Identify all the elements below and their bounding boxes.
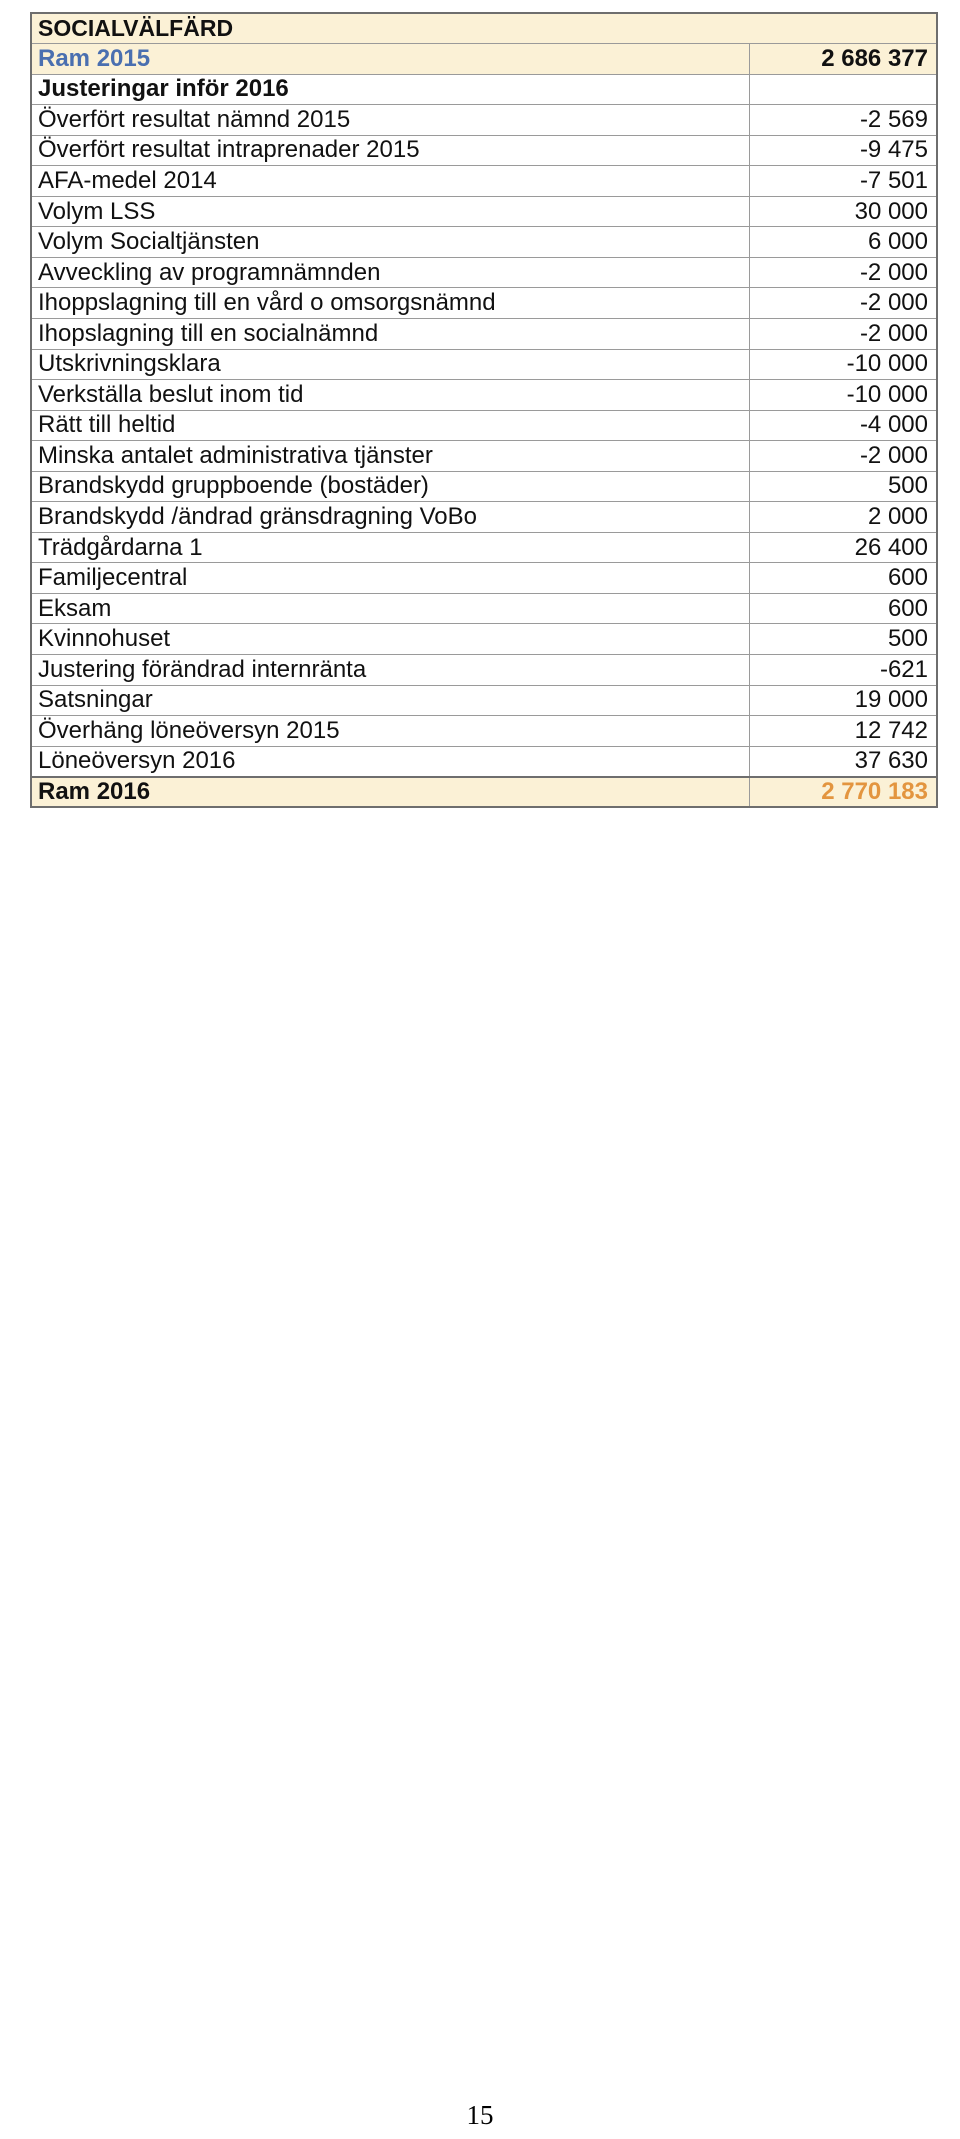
row-value: -2 000	[749, 257, 937, 288]
row-value: 600	[749, 593, 937, 624]
table-row	[31, 532, 937, 563]
row-label: Kvinnohuset	[31, 624, 749, 655]
row-value: -7 501	[749, 166, 937, 197]
table-row	[31, 349, 937, 380]
row-value: -2 000	[749, 441, 937, 472]
row-label: Eksam	[31, 593, 749, 624]
row-value: -2 000	[749, 318, 937, 349]
row-value: -2 000	[749, 288, 937, 319]
table-row	[31, 196, 937, 227]
table-row	[31, 685, 937, 716]
row-value: -4 000	[749, 410, 937, 441]
ram-2015-row	[31, 44, 937, 75]
table-row	[31, 380, 937, 411]
budget-table	[30, 12, 938, 808]
row-label: Familjecentral	[31, 563, 749, 594]
row-value: 37 630	[749, 746, 937, 777]
ram-2016-row	[31, 777, 937, 808]
table-header-row	[31, 13, 937, 44]
row-label: Verkställa beslut inom tid	[31, 380, 749, 411]
table-row	[31, 563, 937, 594]
section-title-row	[31, 74, 937, 105]
ram-2016-value: 2 770 183	[749, 777, 937, 808]
row-label: Rätt till heltid	[31, 410, 749, 441]
row-label: Överhäng löneöversyn 2015	[31, 716, 749, 747]
table-row	[31, 410, 937, 441]
table-title: SOCIALVÄLFÄRD	[31, 13, 937, 44]
table-row	[31, 288, 937, 319]
table-row	[31, 716, 937, 747]
row-value: 2 000	[749, 502, 937, 533]
row-label: Justering förändrad internränta	[31, 654, 749, 685]
row-label: Minska antalet administrativa tjänster	[31, 441, 749, 472]
row-label: Volym Socialtjänsten	[31, 227, 749, 258]
row-label: Volym LSS	[31, 196, 749, 227]
table-row	[31, 746, 937, 777]
table-row	[31, 593, 937, 624]
table-row	[31, 227, 937, 258]
table-row	[31, 502, 937, 533]
table-row	[31, 654, 937, 685]
row-value: 30 000	[749, 196, 937, 227]
row-label: Trädgårdarna 1	[31, 532, 749, 563]
row-label: Ihoppslagning till en vård o omsorgsnämnd	[31, 288, 749, 319]
row-value: -2 569	[749, 105, 937, 136]
row-value: 600	[749, 563, 937, 594]
row-value: 6 000	[749, 227, 937, 258]
row-label: AFA-medel 2014	[31, 166, 749, 197]
ram-2015-value: 2 686 377	[749, 44, 937, 75]
section-title: Justeringar inför 2016	[31, 74, 749, 105]
table-row	[31, 624, 937, 655]
row-label: Utskrivningsklara	[31, 349, 749, 380]
table-row	[31, 166, 937, 197]
row-label: Löneöversyn 2016	[31, 746, 749, 777]
section-title-empty-cell	[749, 74, 937, 105]
row-label: Överfört resultat intraprenader 2015	[31, 135, 749, 166]
row-label: Avveckling av programnämnden	[31, 257, 749, 288]
table-row	[31, 471, 937, 502]
table-row	[31, 318, 937, 349]
page-number: 15	[466, 2100, 494, 2130]
table-row	[31, 441, 937, 472]
row-label: Överfört resultat nämnd 2015	[31, 105, 749, 136]
row-value: 500	[749, 624, 937, 655]
table-row	[31, 105, 937, 136]
budget-table-body	[31, 13, 937, 807]
row-label: Satsningar	[31, 685, 749, 716]
row-value: 19 000	[749, 685, 937, 716]
table-row	[31, 257, 937, 288]
ram-2015-label: Ram 2015	[31, 44, 749, 75]
row-value: 500	[749, 471, 937, 502]
row-value: -9 475	[749, 135, 937, 166]
row-label: Brandskydd gruppboende (bostäder)	[31, 471, 749, 502]
row-value: -621	[749, 654, 937, 685]
row-label: Ihopslagning till en socialnämnd	[31, 318, 749, 349]
row-value: 12 742	[749, 716, 937, 747]
table-row	[31, 135, 937, 166]
row-value: -10 000	[749, 380, 937, 411]
ram-2016-label: Ram 2016	[31, 777, 749, 808]
row-value: -10 000	[749, 349, 937, 380]
row-value: 26 400	[749, 532, 937, 563]
row-label: Brandskydd /ändrad gränsdragning VoBo	[31, 502, 749, 533]
